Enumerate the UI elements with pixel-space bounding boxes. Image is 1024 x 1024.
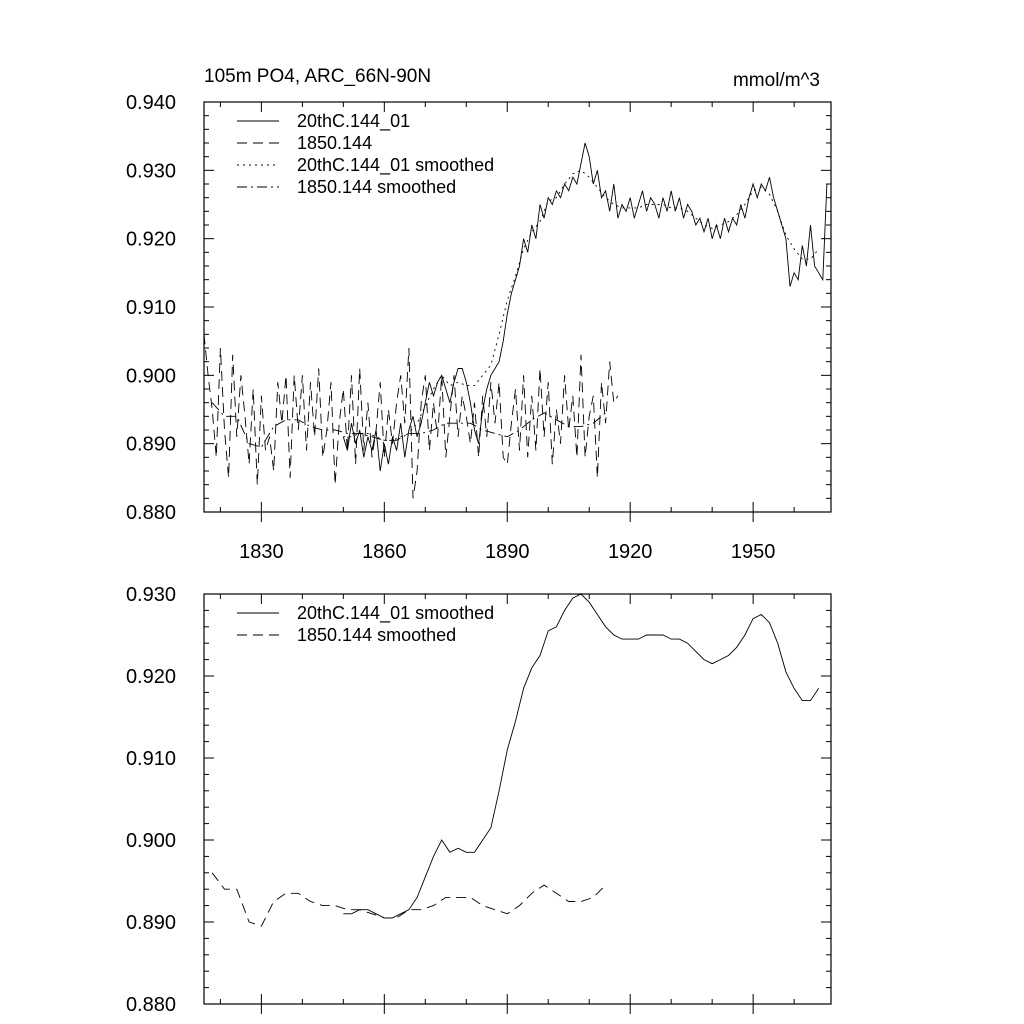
- y-tick-label: 0.880: [125, 994, 176, 1016]
- x-tick-label: 1890: [485, 541, 530, 563]
- units-label: mmol/m^3: [732, 70, 820, 91]
- x-tick-label: 1920: [607, 541, 653, 563]
- series-line-4: [212, 403, 605, 447]
- series-line-2: [212, 873, 605, 926]
- legend-label: 1850.144: [297, 133, 373, 153]
- y-tick-label: 0.890: [125, 433, 176, 456]
- bottom-panel: [126, 584, 831, 1016]
- y-tick-label: 0.910: [125, 748, 176, 770]
- x-tick-label: 1950: [730, 541, 776, 563]
- y-tick-label: 0.910: [125, 297, 176, 319]
- legend-label: 1850.144 smoothed: [297, 177, 457, 197]
- y-tick-label: 0.880: [125, 502, 176, 524]
- top-panel: [126, 92, 831, 563]
- y-tick-label: 0.940: [125, 92, 176, 114]
- plot-frame: [204, 594, 831, 1004]
- y-tick-label: 0.900: [125, 365, 176, 388]
- series-line-3: [343, 170, 818, 440]
- y-tick-label: 0.920: [125, 666, 176, 688]
- y-tick-label: 0.900: [125, 830, 176, 852]
- chart-title: 105m PO4, ARC_66N-90N: [204, 66, 432, 87]
- y-tick-label: 0.930: [125, 584, 176, 606]
- legend-label: 1850.144 smoothed: [297, 625, 457, 645]
- legend-label: 20thC.144_01 smoothed: [297, 603, 495, 623]
- x-tick-label: 1860: [362, 541, 407, 563]
- legend-label: 20thC.144_01 smoothed: [297, 155, 495, 175]
- x-tick-label: 1830: [239, 541, 284, 563]
- y-tick-label: 0.890: [125, 912, 176, 934]
- legend-label: 20thC.144_01: [297, 111, 411, 131]
- y-tick-label: 0.920: [125, 228, 176, 251]
- y-tick-label: 0.930: [125, 160, 176, 183]
- series-line-2: [204, 334, 618, 498]
